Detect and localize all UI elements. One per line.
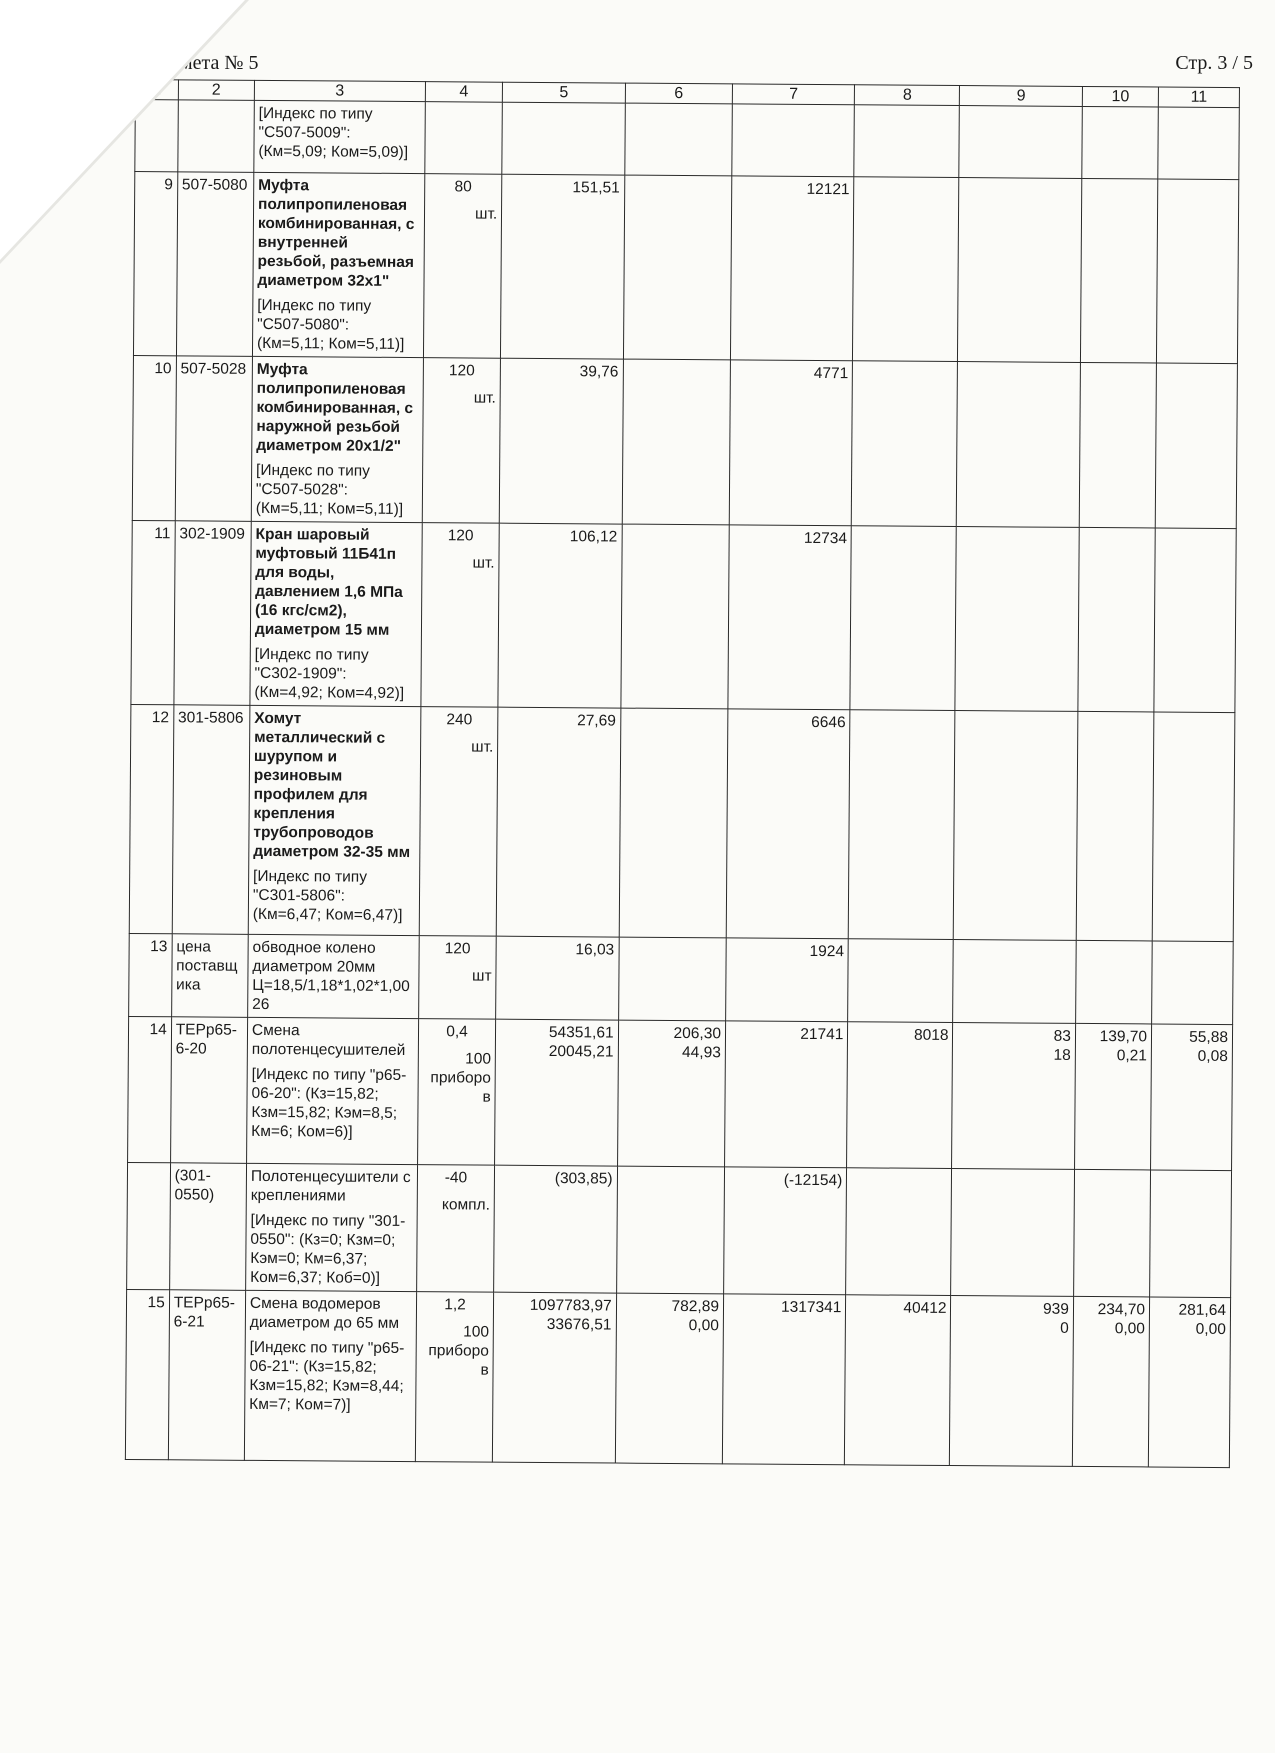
total-cost-cell [726,709,850,939]
code-cell [175,356,252,522]
row-number: 11 [154,525,171,543]
total-cost-value [737,107,850,108]
labor-cost-cell [845,1295,951,1466]
labor-hours-total-cell [1148,1297,1230,1468]
machine-total-secondary: 0 [1060,1319,1069,1337]
row-number-cell [131,520,175,704]
torn-page-corner [0,0,245,260]
labor-cost-value [859,108,955,109]
unit-price-value: 16,03 [575,941,615,959]
labor-hours-total-cell [1155,363,1237,529]
unit-of-measure [430,113,498,114]
labor-hours-total-value: 281,64 [1178,1301,1227,1320]
machine-total-cell [957,362,1081,528]
machine-total-value [961,530,1074,531]
machine-cost-secondary [628,363,726,364]
unit-price-secondary: 33676,51 [546,1316,612,1334]
estimate-title: мета № 5 [180,52,259,74]
labor-hours-total-value [1155,1174,1227,1175]
item-description: Смена полотенцесушителей [251,1021,406,1060]
labor-hours-cell [1072,1296,1149,1467]
row-number-cell [127,1162,171,1289]
quantity-value [430,105,498,106]
item-description: Смена водомеров диаметром до 65 мм [249,1294,400,1332]
machine-total-secondary [964,109,1077,110]
total-cost-value: 4771 [813,364,849,383]
labor-cost-value: 40412 [903,1299,947,1317]
row-number-cell [125,1289,169,1459]
table-row [132,355,1237,528]
price-index-note: [Индекс по типу "р65-06-21": (Кз=15,82; Кзм=15,82; Кэм=8,44; Км=7; Ком=7)] [249,1338,405,1414]
machine-total-secondary: 18 [1053,1046,1071,1064]
labor-cost-value: 8018 [913,1026,949,1044]
row-number-cell [132,355,176,520]
machine-total-secondary [958,943,1071,944]
unit-price-cell [499,358,623,524]
resource-code: ТЕРр65-6-20 [175,1021,237,1058]
unit-of-measure: 100 приборов [428,1323,490,1379]
machine-total-value: 83 [1053,1027,1071,1045]
total-cost-cell [729,360,853,526]
machine-cost-cell [617,1020,725,1167]
total-cost-value: 12121 [806,180,850,199]
labor-hours-total-value [1162,183,1234,184]
machine-total-value [960,714,1073,715]
unit-price-value: 151,51 [572,179,620,197]
quantity-cell [425,102,503,175]
machine-total-cell [950,1296,1074,1467]
price-index-note: [Индекс по типу "301-0550": (Кз=0; Кзм=0; Кэм=0; Км=6,37; Ком=6,37; Коб=0)] [250,1211,406,1287]
machine-cost-cell [615,1293,724,1464]
unit-price-cell [501,174,625,359]
labor-hours-cell [1078,527,1156,712]
unit-price-cell [496,707,620,937]
labor-hours-total-cell [1154,528,1236,713]
labor-hours-secondary: 0,21 [1116,1047,1148,1065]
quantity-value: 120 [447,527,474,545]
description-cell [248,934,420,1018]
machine-total-value [958,943,1071,944]
machine-total-secondary [960,714,1073,715]
machine-cost-secondary [629,107,727,108]
labor-hours-total-secondary: 0,08 [1197,1047,1228,1066]
price-index-note: [Индекс по типу "С507-5080": (Км=5,11; Ком=5,11)] [256,296,405,353]
labor-hours-total-secondary [1162,183,1234,184]
unit-of-measure: шт. [473,389,496,407]
machine-total-value [964,109,1077,110]
labor-hours-total-cell [1152,712,1235,942]
machine-cost-value [623,941,721,942]
labor-cost-cell [847,1022,953,1169]
page-number: Стр. 3 / 5 [1175,52,1253,74]
resource-code: (301-0550) [174,1167,215,1204]
machine-cost-secondary: 44,93 [682,1044,721,1062]
labor-hours-cell [1073,1169,1150,1297]
machine-cost-value [629,107,727,108]
total-cost-cell [728,525,852,710]
machine-cost-secondary [622,1170,720,1171]
column-header: 10 [1082,86,1158,107]
resource-code: ТЕРр65-6-21 [173,1294,235,1331]
resource-code: 301-5806 [177,709,244,727]
item-name: Муфта полипропиленовая комбинированная, с наружной резьбой диаметром 20х1/2" [256,360,414,455]
machine-total-secondary [962,365,1075,366]
quantity-value: -40 [444,1169,468,1187]
labor-hours-total-cell [1152,941,1234,1025]
labor-hours-total-value [1160,532,1232,533]
machine-cost-secondary [623,941,721,942]
labor-hours-total-secondary [1160,532,1232,533]
machine-cost-secondary [626,528,724,529]
item-name: Муфта полипропиленовая комбинированная, с внутренней резьбой, разъемная диаметром 32х1" [257,176,415,290]
machine-cost-value [626,528,724,529]
total-cost-cell [722,1294,846,1465]
row-number: 14 [149,1021,167,1039]
code-cell [170,1017,247,1164]
labor-hours-total-value [1163,111,1235,112]
machine-total-cell [951,1169,1074,1297]
column-header: 6 [625,83,733,104]
labor-cost-value [857,364,953,365]
resource-code: 302-1909 [179,525,245,543]
labor-cost-cell [852,361,958,527]
resource-code: цена поставщ ика [176,938,238,994]
labor-hours-cell [1074,1023,1151,1170]
labor-hours-total-value: 55,88 [1189,1028,1229,1047]
unit-price-cell [502,102,625,175]
code-cell [171,934,248,1018]
machine-total-cell [952,1023,1075,1170]
labor-cost-cell [850,526,956,711]
machine-cost-value: 782,89 [671,1297,720,1316]
unit-price-value: 27,69 [577,712,616,730]
estimate-table [125,79,1240,1468]
quantity-cell [419,707,498,937]
labor-cost-value [851,1171,947,1172]
machine-cost-cell [618,937,726,1021]
description-cell [252,172,424,357]
labor-hours-total-secondary [1161,367,1233,368]
labor-hours-total-cell [1158,107,1239,180]
unit-price-cell [495,1019,618,1166]
resource-code: 507-5080 [181,176,248,194]
unit-price-cell [493,1292,617,1463]
code-cell [169,1163,246,1291]
price-index-note: [Индекс по типу "С301-5806": (Км=6,47; Ком=6,47)] [252,867,403,924]
machine-total-secondary [956,1172,1069,1173]
quantity-cell [416,1165,494,1293]
labor-hours-total-cell [1151,1024,1233,1171]
code-cell [174,521,252,706]
description-cell [246,1017,418,1164]
labor-cost-cell [853,177,959,362]
machine-cost-cell [616,1166,724,1294]
labor-hours-cell [1076,711,1154,941]
column-header: 7 [732,84,855,105]
machine-cost-value [629,179,727,180]
labor-hours-value: 139,70 [1099,1028,1148,1046]
description-cell [244,1290,416,1461]
table-row [125,1289,1230,1467]
total-cost-value: 12734 [803,529,848,548]
labor-hours-total-secondary [1163,111,1235,112]
table-row [135,100,1239,180]
quantity-value: 120 [444,940,471,958]
quantity-value: 1,2 [444,1296,466,1314]
quantity-cell [415,1292,494,1463]
machine-total-secondary [961,530,1074,531]
quantity-cell [417,1019,495,1166]
machine-total-cell [953,940,1076,1024]
total-cost-cell [730,176,854,361]
labor-cost-value [855,713,951,714]
unit-price-cell [496,936,619,1020]
table-row [129,704,1235,941]
unit-price-cell [494,1165,617,1293]
labor-hours-total-value [1157,945,1229,946]
quantity-cell [418,936,496,1020]
row-number: 13 [150,938,168,956]
machine-cost-secondary: 0,00 [688,1317,719,1335]
total-cost-value: (-12154) [783,1171,843,1190]
labor-hours-cell [1075,940,1152,1024]
total-cost-cell [724,1167,847,1295]
description-cell [251,356,423,522]
price-index-note: [Индекс по типу "С507-5028": (Км=5,11; Ком=5,11)] [255,461,404,518]
machine-cost-value [625,712,723,713]
row-number: 12 [151,709,170,727]
machine-cost-cell [620,524,729,709]
unit-of-measure: шт. [472,554,495,572]
labor-cost-cell [848,939,954,1023]
quantity-cell [422,358,501,524]
quantity-cell [423,174,502,359]
column-header: 9 [960,86,1083,107]
quantity-value: 80 [454,178,472,196]
machine-cost-cell [623,175,732,360]
quantity-cell [421,523,500,708]
unit-price-value: (303,85) [554,1170,613,1188]
resource-code: 507-5028 [180,360,247,378]
column-header: 5 [503,82,626,103]
machine-cost-secondary [625,712,723,713]
row-number: 10 [154,360,172,378]
price-index-note: [Индекс по типу "р65-06-20": (Кз=15,82; Кзм=15,82; Кэм=8,5; Км=6; Ком=6)] [251,1065,407,1141]
machine-total-cell [955,527,1079,712]
code-cell [168,1290,245,1461]
machine-total-value [956,1172,1069,1173]
labor-hours-total-secondary [1157,945,1229,946]
unit-price-secondary: 20045,21 [548,1043,614,1061]
column-header: 2 [178,80,254,101]
labor-hours-value: 234,70 [1097,1301,1146,1319]
labor-hours-total-cell [1157,179,1239,364]
machine-cost-cell [624,103,732,176]
unit-price-secondary [507,106,620,107]
labor-cost-cell [849,710,956,940]
machine-total-value [962,365,1075,366]
row-number-cell [128,1016,172,1162]
unit-of-measure: 100 приборов [430,1050,492,1106]
column-header: 3 [254,80,425,101]
labor-hours-total-secondary [1155,1174,1227,1175]
labor-hours-secondary: 0,00 [1114,1320,1146,1338]
machine-total-cell [954,711,1078,941]
row-number: 15 [147,1294,165,1312]
item-name: Кран шаровый муфтовый 11Б41п для воды, давлением 1,6 МПа (16 кгс/см2), диаметром 15 мм [254,525,403,639]
machine-total-value [964,181,1077,182]
labor-hours-cell [1079,362,1156,528]
unit-price-value: 1097783,97 [529,1296,612,1315]
machine-cost-secondary [629,179,727,180]
machine-total-cell [958,178,1082,363]
unit-price-cell [498,523,622,708]
price-index-note: [Индекс по типу "С507-5009": (Км=5,09; Ком=5,09)] [258,104,409,162]
labor-cost-value [856,529,952,530]
unit-price-value: 39,76 [579,363,619,381]
unit-price-value: 54351,61 [548,1024,614,1042]
quantity-value: 240 [446,711,473,729]
column-header: 11 [1158,87,1239,108]
unit-of-measure: шт. [471,738,494,756]
table-row [131,520,1236,712]
item-description: Полотенцесушители с креплениями [250,1167,411,1205]
code-cell [172,705,250,935]
labor-hours-total-cell [1150,1170,1232,1298]
table-row [128,1016,1233,1170]
column-header: 4 [425,82,503,103]
labor-hours-total-secondary: 0,00 [1195,1320,1226,1339]
labor-hours-cell [1082,106,1159,179]
machine-cost-cell [619,708,728,938]
machine-total-value: 939 [1042,1300,1069,1318]
item-name: Хомут металлический с шурупом и резиновым профилем для крепления трубопроводов диаметром 32-35 мм [253,709,411,862]
column-header: 1 [135,80,178,100]
total-cost-value: 6646 [811,713,846,732]
unit-price-value [507,106,620,107]
quantity-value: 120 [448,362,475,380]
labor-hours-total-value [1158,716,1230,717]
machine-cost-value [622,1170,720,1171]
unit-price-value: 106,12 [569,528,618,546]
item-description: обводное колено диаметром 20мм Ц=18,5/1,18*1,02*1,0026 [252,938,410,1014]
column-header: 8 [855,85,960,106]
description-cell [248,705,421,935]
labor-hours-total-value [1161,367,1233,368]
unit-of-measure: шт [472,967,492,985]
row-number-cell [129,933,172,1016]
quantity-value: 0,4 [446,1023,468,1041]
labor-cost-cell [854,105,960,178]
labor-hours-cell [1080,178,1158,363]
machine-cost-value: 206,30 [673,1024,722,1043]
labor-hours-total-secondary [1158,716,1230,717]
description-cell [246,1163,418,1291]
total-cost-value: 21741 [800,1025,844,1044]
price-index-note: [Индекс по типу "С302-1909": (Км=4,92; Ком=4,92)] [254,645,405,702]
total-cost-cell [725,1021,848,1168]
table-row [129,933,1234,1024]
total-cost-cell [726,938,849,1022]
unit-of-measure: компл. [441,1196,491,1214]
table-row [127,1162,1232,1297]
row-number: 9 [164,176,174,194]
estimate-table-wrap [125,79,1240,1468]
row-number-cell [129,704,173,933]
total-cost-value: 1317341 [780,1298,842,1317]
machine-total-cell [959,106,1082,179]
description-cell [250,521,422,706]
description-cell [254,100,425,173]
machine-cost-cell [622,359,731,525]
machine-total-secondary [964,181,1077,182]
unit-of-measure: шт. [475,205,498,223]
labor-cost-cell [846,1168,952,1296]
total-cost-cell [732,104,855,177]
machine-cost-value [628,363,726,364]
total-cost-value: 1924 [809,942,845,961]
labor-cost-value [859,180,955,181]
table-row [133,172,1238,364]
labor-cost-value [853,942,949,943]
